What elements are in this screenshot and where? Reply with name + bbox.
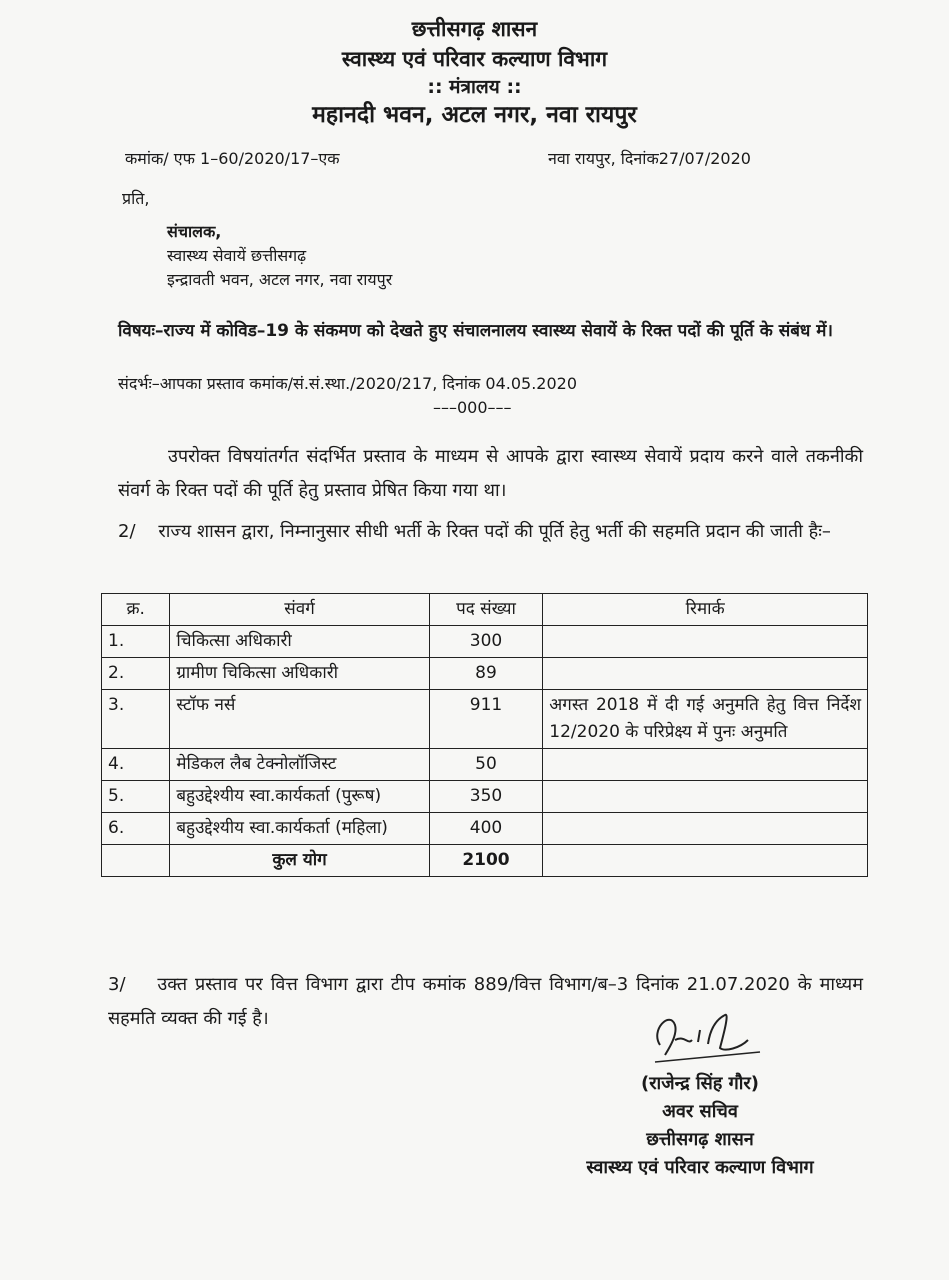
row-count: 89 bbox=[429, 658, 543, 690]
row-remark bbox=[543, 813, 868, 845]
row-serial: 1. bbox=[102, 626, 170, 658]
subject-line: विषयः–राज्य में कोविड–19 के संकमण को देखते हुए संचालनालय स्वास्थ्य सेवायें के रिक्त पदों की पूर्ति के संबंध में। bbox=[118, 321, 833, 341]
reference-line: संदर्भः–आपका प्रस्ताव कमांक/सं.सं.स्था./2020/217, दिनांक 04.05.2020 bbox=[118, 374, 578, 393]
signature-icon bbox=[630, 1000, 770, 1070]
signatory-designation: अवर सचिव bbox=[662, 1101, 738, 1122]
row-count: 50 bbox=[429, 749, 543, 781]
row-remark bbox=[543, 658, 868, 690]
posts-table bbox=[101, 593, 868, 877]
header-count: पद संख्या bbox=[429, 594, 543, 626]
total-label: कुल योग bbox=[170, 845, 429, 877]
addressee-line-1: स्वास्थ्य सेवायें छत्तीसगढ़ bbox=[167, 246, 307, 265]
row-remark bbox=[543, 749, 868, 781]
paragraph-3: 3/ उक्त प्रस्ताव पर वित्त विभाग द्वारा टीप कमांक 889/वित्त विभाग/ब–3 दिनांक 21.07.2020 के माध्यम सहमति व्यक्त की गई है। bbox=[108, 974, 869, 1029]
table-total-row bbox=[102, 845, 868, 877]
row-count: 400 bbox=[429, 813, 543, 845]
total-remark-empty bbox=[543, 845, 868, 877]
row-serial: 6. bbox=[102, 813, 170, 845]
row-remark bbox=[543, 781, 868, 813]
row-count: 350 bbox=[429, 781, 543, 813]
row-cadre: बहुउद्देश्यीय स्वा.कार्यकर्ता (महिला) bbox=[170, 813, 429, 845]
signatory-org-2: स्वास्थ्य एवं परिवार कल्याण विभाग bbox=[586, 1157, 814, 1178]
header-remark: रिमार्क bbox=[543, 594, 868, 626]
row-remark bbox=[543, 626, 868, 658]
separator: –––000––– bbox=[433, 398, 512, 417]
addressee-line-2: इन्द्रावती भवन, अटल नगर, नवा रायपुर bbox=[167, 270, 393, 289]
row-serial: 2. bbox=[102, 658, 170, 690]
table-header-row bbox=[102, 594, 868, 626]
header-government: छत्तीसगढ़ शासन bbox=[411, 17, 538, 41]
header-department: स्वास्थ्य एवं परिवार कल्याण विभाग bbox=[341, 47, 608, 71]
header-address: महानदी भवन, अटल नगर, नवा रायपुर bbox=[312, 102, 637, 128]
header-cadre: संवर्ग bbox=[170, 594, 429, 626]
row-remark: अगस्त 2018 में दी गई अनुमति हेतु वित्त निर्देश 12/2020 के परिप्रेक्ष्य में पुनः अनुमति bbox=[543, 690, 868, 749]
table-row bbox=[102, 626, 868, 658]
header-serial: क्र. bbox=[102, 594, 170, 626]
row-cadre: बहुउद्देश्यीय स्वा.कार्यकर्ता (पुरूष) bbox=[170, 781, 429, 813]
addressee: संचालक, bbox=[167, 222, 222, 241]
total-count: 2100 bbox=[429, 845, 543, 877]
row-count: 300 bbox=[429, 626, 543, 658]
table-row bbox=[102, 749, 868, 781]
table-row bbox=[102, 658, 868, 690]
signature-block bbox=[540, 1000, 860, 1182]
row-serial: 4. bbox=[102, 749, 170, 781]
table-row bbox=[102, 781, 868, 813]
signatory-org-1: छत्तीसगढ़ शासन bbox=[646, 1129, 754, 1150]
row-cadre: चिकित्सा अधिकारी bbox=[170, 626, 429, 658]
paragraph-1: उपरोक्त विषयांतर्गत संदर्भित प्रस्ताव के माध्यम से आपके द्वारा स्वास्थ्य सेवायें प्रदाय करने वाले तकनीकी संवर्ग के रिक्त पदों की पूर्ति हेतु प्रस्ताव प्रेषित किया गया था। bbox=[118, 446, 863, 501]
total-serial-empty bbox=[102, 845, 170, 877]
reference-number: कमांक/ एफ 1–60/2020/17–एक bbox=[125, 149, 340, 168]
place-date: नवा रायपुर, दिनांक27/07/2020 bbox=[548, 149, 751, 168]
row-serial: 5. bbox=[102, 781, 170, 813]
row-cadre: स्टॉफ नर्स bbox=[170, 690, 429, 749]
row-cadre: ग्रामीण चिकित्सा अधिकारी bbox=[170, 658, 429, 690]
table-row bbox=[102, 690, 868, 749]
signatory-name: (राजेन्द्र सिंह गौर) bbox=[640, 1073, 760, 1094]
header-ministry: :: मंत्रालय :: bbox=[427, 76, 522, 98]
table-row bbox=[102, 813, 868, 845]
row-count: 911 bbox=[429, 690, 543, 749]
paragraph-2: 2/ राज्य शासन द्वारा, निम्नानुसार सीधी भर्ती के रिक्त पदों की पूर्ति हेतु भर्ती की सहमति प्रदान की जाती हैः– bbox=[118, 521, 831, 542]
to-label: प्रति, bbox=[122, 189, 150, 208]
row-cadre: मेडिकल लैब टेक्नोलॉजिस्ट bbox=[170, 749, 429, 781]
row-serial: 3. bbox=[102, 690, 170, 749]
